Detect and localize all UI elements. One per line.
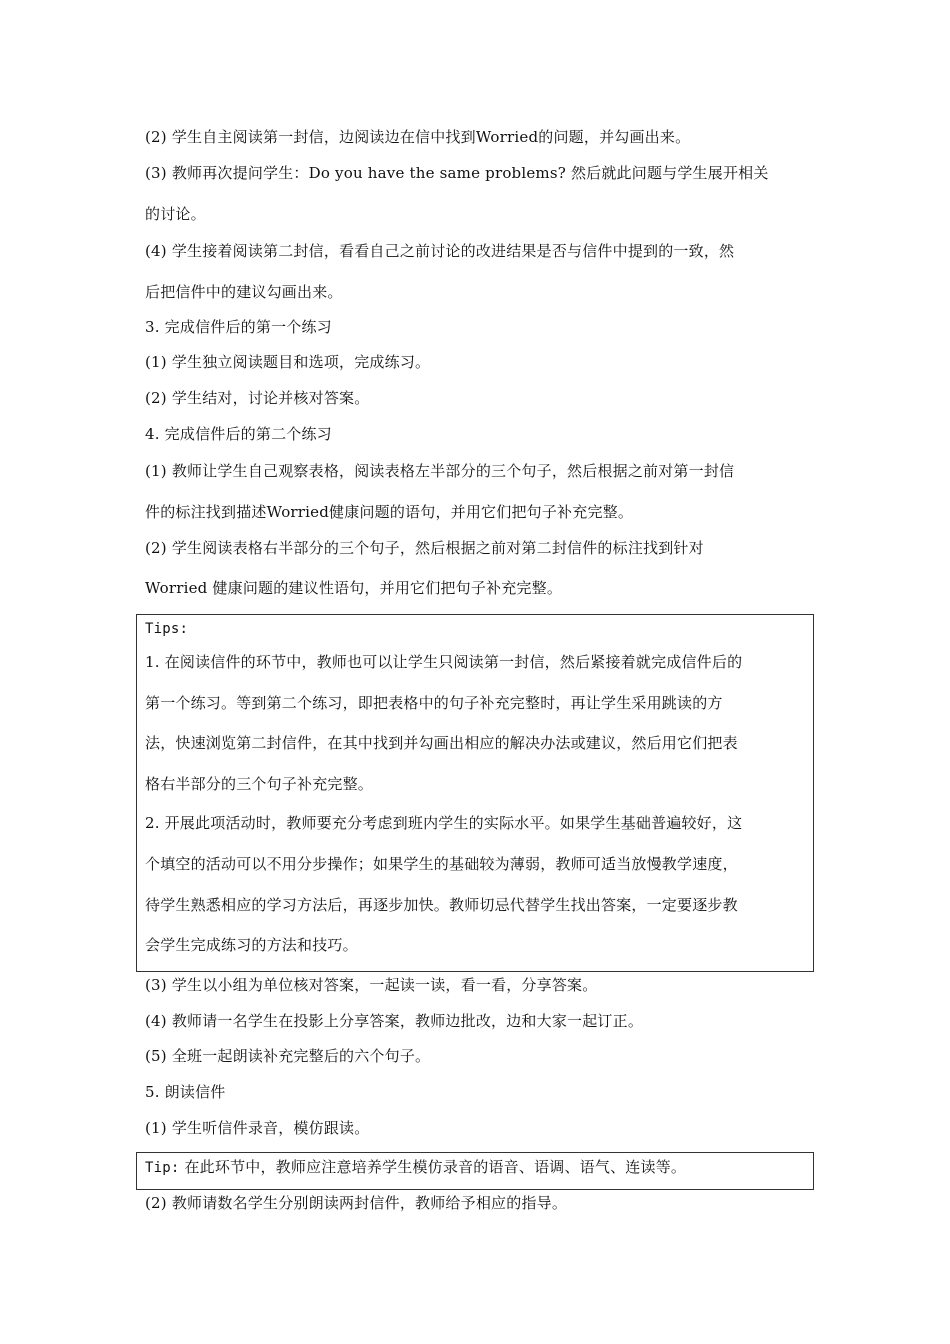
tips-line: 法，快速浏览第二封信件，在其中找到并勾画出相应的解决办法或建议，然后用它们把表 [145,734,738,752]
tips-line: 待学生熟悉相应的学习方法后，再逐步加快。教师切忌代替学生找出答案，一定要逐步教 [145,896,738,914]
tips-line: 第一个练习。等到第二个练习，即把表格中的句子补充完整时，再让学生采用跳读的方 [145,694,723,712]
paragraph-line: (2) 学生阅读表格右半部分的三个句子，然后根据之前对第二封信件的标注找到针对 [145,539,704,557]
paragraph-line: (4) 学生接着阅读第二封信，看看自己之前讨论的改进结果是否与信件中提到的一致，然 [145,242,735,260]
tip-label: Tip: [145,1160,180,1176]
paragraph-line: (2) 教师请数名学生分别朗读两封信件，教师给予相应的指导。 [145,1194,568,1212]
tips-title: Tips: [145,621,189,637]
tip-line [145,1157,815,1178]
paragraph-line: (3) 学生以小组为单位核对答案，一起读一读，看一看，分享答案。 [145,976,598,994]
paragraph-line: (1) 教师让学生自己观察表格，阅读表格左半部分的三个句子，然后根据之前对第一封信 [145,462,735,480]
paragraph-line: 的讨论。 [145,205,206,223]
tip-text: 在此环节中，教师应注意培养学生模仿录音的语音、语调、语气、连读等。 [184,1158,687,1176]
section-heading: 3. 完成信件后的第一个练习 [145,318,332,336]
paragraph-line: 后把信件中的建议勾画出来。 [145,283,343,301]
paragraph-line: (2) 学生自主阅读第一封信，边阅读边在信中找到Worried的问题，并勾画出来。 [145,128,691,146]
tips-line: 2. 开展此项活动时，教师要充分考虑到班内学生的实际水平。如果学生基础普遍较好，这 [145,814,743,832]
paragraph-line: 件的标注找到描述Worried健康问题的语句，并用它们把句子补充完整。 [145,503,634,521]
paragraph-line: (2) 学生结对，讨论并核对答案。 [145,389,370,407]
paragraph-line: (4) 教师请一名学生在投影上分享答案，教师边批改，边和大家一起订正。 [145,1012,644,1030]
tips-line: 1. 在阅读信件的环节中，教师也可以让学生只阅读第一封信，然后紧接着就完成信件后的 [145,653,743,671]
paragraph-line: Worried 健康问题的建议性语句，并用它们把句子补充完整。 [145,579,563,597]
paragraph-line: (1) 学生听信件录音，模仿跟读。 [145,1119,370,1137]
section-heading: 5. 朗读信件 [145,1083,226,1101]
paragraph-line: (1) 学生独立阅读题目和选项，完成练习。 [145,353,431,371]
tips-line: 格右半部分的三个句子补充完整。 [145,775,374,793]
paragraph-line: (3) 教师再次提问学生：Do you have the same problems? 然后就此问题与学生展开相关 [145,164,769,182]
paragraph-line: (5) 全班一起朗读补充完整后的六个句子。 [145,1047,431,1065]
tips-line: 个填空的活动可以不用分步操作；如果学生的基础较为薄弱，教师可适当放慢教学速度， [145,855,738,873]
section-heading: 4. 完成信件后的第二个练习 [145,425,332,443]
tips-line: 会学生完成练习的方法和技巧。 [145,936,358,954]
